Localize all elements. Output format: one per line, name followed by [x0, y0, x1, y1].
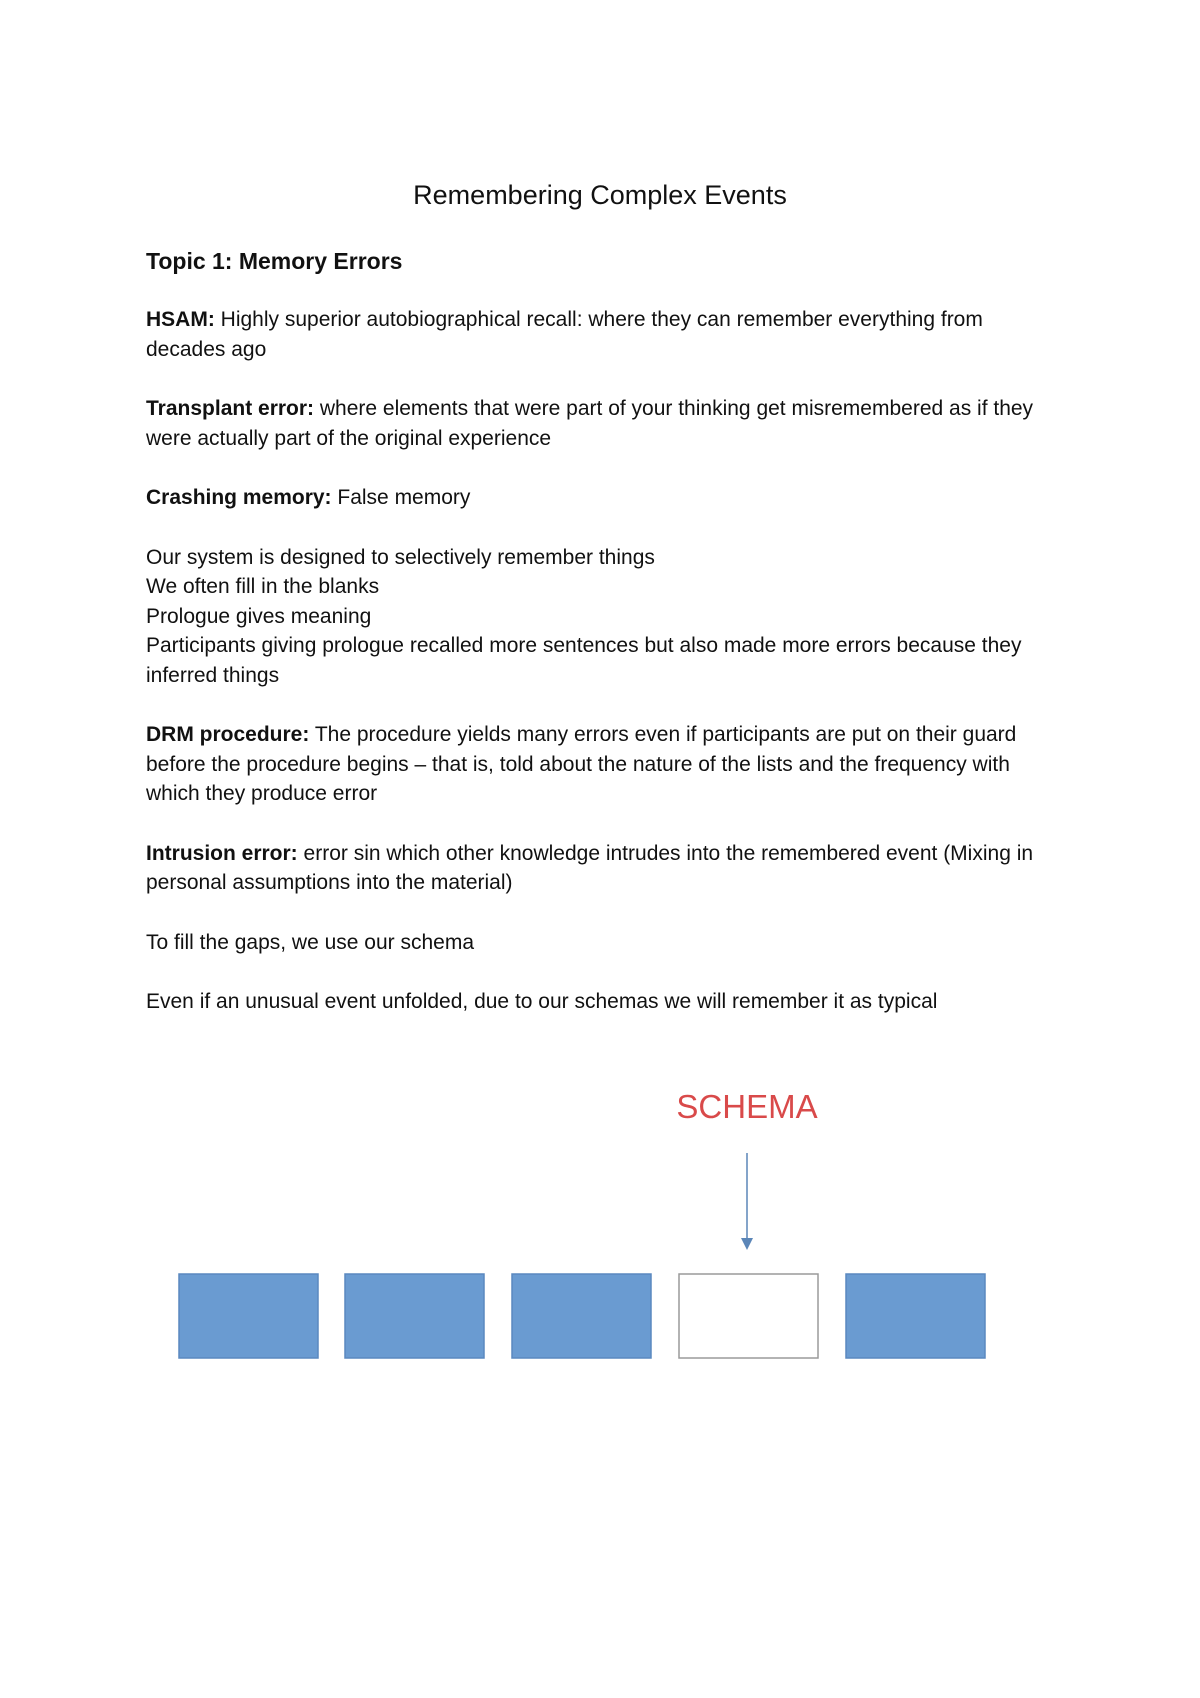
page-title: Remembering Complex Events: [413, 180, 787, 210]
definition-drm-procedure: [146, 720, 1066, 809]
note-line: Participants giving prologue recalled more sentences but also made more errors because they inferred things: [146, 634, 1022, 687]
event-box-gap: [679, 1274, 818, 1358]
document-body: [146, 246, 1066, 1047]
note-line: Prologue gives meaning: [146, 604, 372, 628]
note-line: Our system is designed to selectively remember things: [146, 545, 655, 569]
term-transplant-error: Transplant error:: [146, 397, 315, 420]
definition-transplant-error: [146, 394, 1066, 453]
term-drm-procedure: DRM procedure:: [146, 723, 310, 746]
event-box: [345, 1274, 484, 1358]
event-box: [179, 1274, 318, 1358]
event-box: [512, 1274, 651, 1358]
definition-text-transplant-error: where elements that were part of your thinking get misremembered as if they were actually part of the original experience: [146, 397, 1034, 450]
notes-block: [146, 543, 1066, 691]
definition-text-intrusion-error: error sin which other knowledge intrudes into the remembered event (Mixing in personal assumptions into the material): [146, 841, 1034, 894]
definition-text-drm-procedure: The procedure yields many errors even if participants are put on their guard before the procedure begins – that is, told about the nature of the lists and the frequency with which they produce error: [146, 723, 1017, 805]
definition-text-crashing-memory: False memory: [331, 486, 471, 509]
note-line: We often fill in the blanks: [146, 575, 380, 598]
schema-note: To fill the gaps, we use our schema: [146, 930, 475, 954]
event-box: [846, 1274, 985, 1358]
definition-text-hsam: Highly superior autobiographical recall: where they can remember everything from decades ago: [146, 308, 983, 361]
definition-hsam: [146, 305, 1066, 364]
definition-intrusion-error: [146, 839, 1066, 898]
schema-diagram: [0, 1080, 1200, 1380]
term-crashing-memory: Crashing memory:: [146, 486, 332, 509]
term-intrusion-error: Intrusion error:: [146, 841, 298, 865]
schema-label: SCHEMA: [676, 1088, 818, 1125]
definition-crashing-memory: [146, 483, 1066, 513]
typical-note: Even if an unusual event unfolded, due to our schemas we will remember it as typical: [146, 990, 938, 1013]
term-hsam: HSAM:: [146, 308, 215, 331]
topic-heading: Topic 1: Memory Errors: [146, 248, 403, 274]
